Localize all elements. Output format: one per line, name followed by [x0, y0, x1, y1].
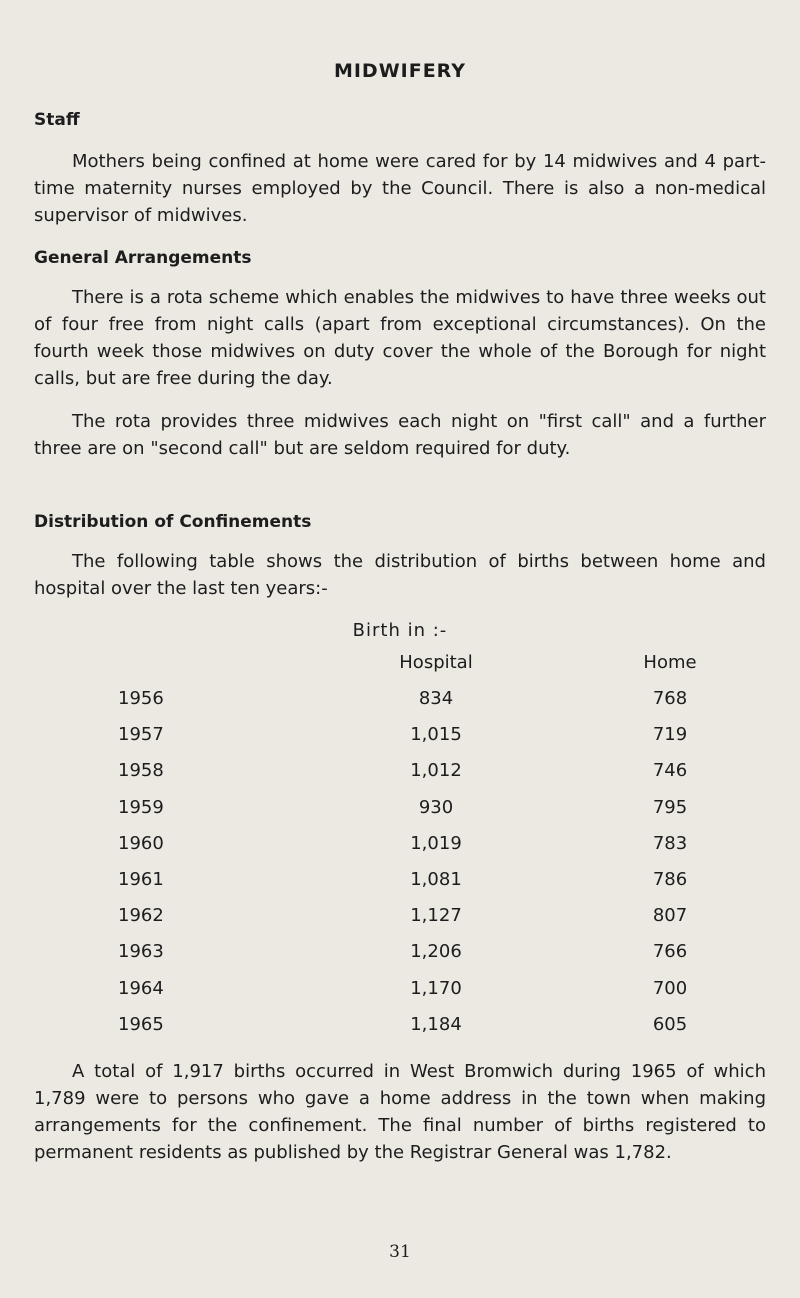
hospital-cell: 1,015	[410, 724, 462, 746]
table-row	[0, 1014, 800, 1044]
home-cell: 766	[652, 941, 688, 963]
hospital-cell: 1,170	[410, 977, 462, 999]
year-cell: 1965	[118, 1013, 164, 1035]
general-arrangements-heading: General Arrangements	[34, 248, 252, 268]
table-row	[0, 760, 800, 790]
general-arrangements-paragraph-1: There is a rota scheme which enables the midwives to have three weeks out of four free from night calls (apart from exceptional circumstances). On the fourth week those midwives on duty cover the whole of the Borough for night calls, but are free during the day.	[34, 287, 766, 389]
table-caption: Birth in :-	[352, 620, 448, 641]
hospital-cell: 1,019	[410, 832, 462, 854]
home-cell: 807	[652, 905, 688, 927]
home-cell: 768	[652, 688, 688, 709]
table-row	[0, 978, 800, 1008]
home-cell: 746	[652, 760, 688, 782]
staff-paragraph: Mothers being confined at home were cared for by 14 midwives and 4 part-time maternity nurses employed by the Council. There is also a non-medical supervisor of midwives.	[34, 151, 766, 226]
page-number: 31	[389, 1242, 411, 1262]
closing-paragraph: A total of 1,917 births occurred in West Bromwich during 1965 of which 1,789 were to persons who gave a home address in the town when making arrangements for the confinement. The final number of births registered to permanent residents as published by the Registrar General was 1,782.	[34, 1061, 766, 1163]
year-cell: 1959	[118, 796, 164, 818]
table-row	[0, 941, 800, 971]
table-row	[0, 797, 800, 827]
year-cell: 1960	[118, 832, 164, 854]
year-cell: 1956	[118, 688, 164, 709]
year-cell: 1964	[118, 977, 164, 999]
column-header-hospital: Hospital	[399, 652, 473, 673]
home-cell: 605	[652, 1013, 688, 1035]
year-cell: 1962	[118, 905, 164, 927]
table-row	[0, 724, 800, 754]
home-cell: 700	[652, 977, 688, 999]
staff-heading: Staff	[34, 110, 80, 130]
hospital-cell: 1,081	[410, 869, 462, 890]
general-arrangements-paragraph-2: The rota provides three midwives each night on "first call" and a further three are on "second call" but are seldom required for duty.	[34, 411, 766, 459]
hospital-cell: 834	[418, 688, 454, 709]
table-row	[0, 833, 800, 863]
hospital-cell: 1,012	[410, 760, 462, 782]
hospital-cell: 1,206	[410, 941, 462, 963]
year-cell: 1957	[118, 724, 164, 746]
column-header-home: Home	[643, 652, 697, 673]
home-cell: 719	[652, 724, 688, 746]
year-cell: 1958	[118, 760, 164, 782]
home-cell: 783	[652, 832, 688, 854]
home-cell: 795	[652, 796, 688, 818]
table-row	[0, 869, 800, 899]
home-cell: 786	[652, 869, 688, 890]
hospital-cell: 930	[418, 796, 454, 818]
year-cell: 1963	[118, 941, 164, 963]
hospital-cell: 1,184	[410, 1013, 462, 1035]
page-title: MIDWIFERY	[333, 60, 467, 82]
year-cell: 1961	[118, 869, 164, 890]
table-row	[0, 905, 800, 935]
distribution-heading: Distribution of Confinements	[34, 512, 312, 532]
distribution-intro: The following table shows the distribution of births between home and hospital over the last ten years:-	[34, 551, 766, 599]
table-row	[0, 688, 800, 718]
hospital-cell: 1,127	[410, 905, 462, 927]
